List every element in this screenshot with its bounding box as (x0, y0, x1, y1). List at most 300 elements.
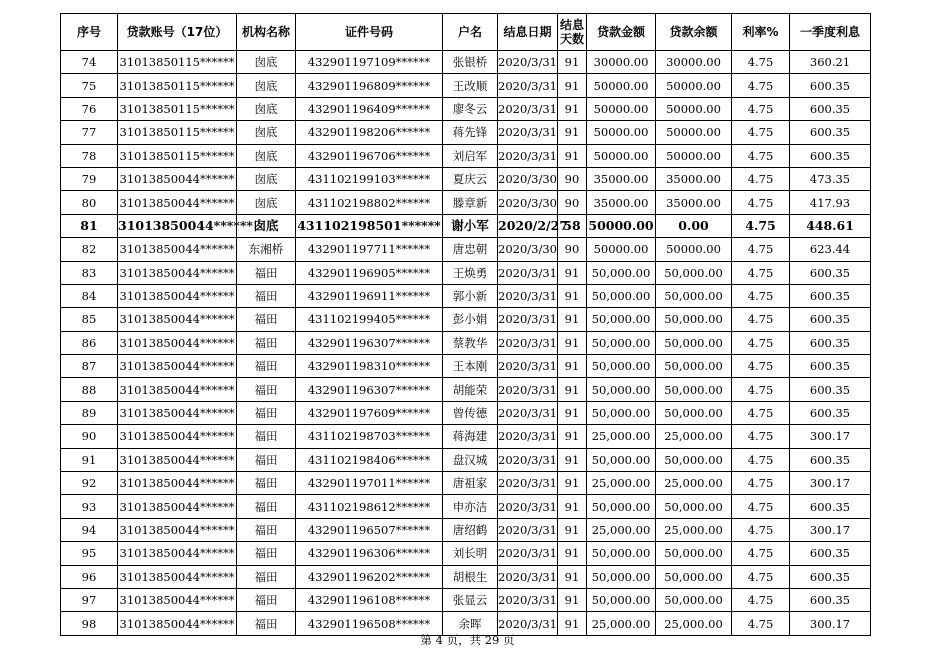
cell-account: 31013850044****** (118, 495, 237, 518)
cell-q1-interest: 300.17 (790, 472, 871, 495)
cell-settle-date: 2020/3/30 (498, 167, 558, 190)
cell-settle-date: 2020/2/27 (498, 214, 558, 237)
cell-rate: 4.75 (732, 378, 790, 401)
cell-rate: 4.75 (732, 121, 790, 144)
cell-settle-date: 2020/3/31 (498, 331, 558, 354)
cell-name: 滕章新 (443, 191, 498, 214)
cell-loan-amount: 35000.00 (587, 167, 656, 190)
table-row (61, 355, 871, 378)
cell-rate: 4.75 (732, 425, 790, 448)
cell-loan-amount: 25,000.00 (587, 425, 656, 448)
cell-rate: 4.75 (732, 74, 790, 97)
cell-settle-date: 2020/3/30 (498, 191, 558, 214)
cell-loan-amount: 50,000.00 (587, 542, 656, 565)
cell-index: 91 (61, 448, 118, 471)
table-row (61, 542, 871, 565)
table-row (61, 144, 871, 167)
cell-settle-date: 2020/3/31 (498, 401, 558, 424)
cell-name: 王改顺 (443, 74, 498, 97)
cell-name: 彭小娟 (443, 308, 498, 331)
cell-index: 85 (61, 308, 118, 331)
cell-loan-amount: 50000.00 (587, 97, 656, 120)
cell-q1-interest: 417.93 (790, 191, 871, 214)
cell-q1-interest: 600.35 (790, 495, 871, 518)
cell-loan-amount: 50,000.00 (587, 308, 656, 331)
col-header-loan-amount: 贷款金额 (587, 14, 656, 51)
cell-q1-interest: 360.21 (790, 51, 871, 74)
cell-rate: 4.75 (732, 565, 790, 588)
cell-account: 31013850044****** (118, 331, 237, 354)
cell-branch: 福田 (237, 308, 296, 331)
cell-q1-interest: 600.35 (790, 448, 871, 471)
cell-name: 胡能荣 (443, 378, 498, 401)
col-header-account: 贷款账号（17位） (118, 14, 237, 51)
cell-loan-amount: 35000.00 (587, 191, 656, 214)
cell-rate: 4.75 (732, 51, 790, 74)
cell-loan-amount: 50000.00 (587, 238, 656, 261)
cell-index: 97 (61, 588, 118, 611)
cell-rate: 4.75 (732, 518, 790, 541)
cell-account: 31013850115****** (118, 144, 237, 167)
cell-account: 31013850115****** (118, 97, 237, 120)
cell-index: 96 (61, 565, 118, 588)
cell-account: 31013850044****** (118, 167, 237, 190)
col-header-rate: 利率% (732, 14, 790, 51)
cell-index: 81 (61, 214, 118, 237)
cell-days: 91 (558, 261, 587, 284)
cell-loan-balance: 50,000.00 (656, 378, 732, 401)
cell-rate: 4.75 (732, 331, 790, 354)
cell-index: 82 (61, 238, 118, 261)
col-header-name: 户名 (443, 14, 498, 51)
cell-name: 刘启军 (443, 144, 498, 167)
table-row (61, 378, 871, 401)
cell-rate: 4.75 (732, 542, 790, 565)
cell-q1-interest: 600.35 (790, 284, 871, 307)
cell-branch: 福田 (237, 612, 296, 635)
cell-branch: 福田 (237, 425, 296, 448)
cell-index: 77 (61, 121, 118, 144)
cell-account: 31013850044****** (118, 542, 237, 565)
cell-days: 90 (558, 167, 587, 190)
cell-loan-amount: 50,000.00 (587, 355, 656, 378)
cell-id-number: 432901197711****** (296, 238, 443, 261)
cell-rate: 4.75 (732, 588, 790, 611)
cell-id-number: 432901196508****** (296, 612, 443, 635)
cell-index: 95 (61, 542, 118, 565)
cell-id-number: 432901196507****** (296, 518, 443, 541)
cell-id-number: 431102199103****** (296, 167, 443, 190)
cell-rate: 4.75 (732, 472, 790, 495)
cell-name: 郭小新 (443, 284, 498, 307)
cell-index: 74 (61, 51, 118, 74)
cell-loan-amount: 50000.00 (587, 214, 656, 237)
cell-account: 31013850044****** (118, 472, 237, 495)
table-row (61, 167, 871, 190)
cell-days: 91 (558, 97, 587, 120)
cell-q1-interest: 600.35 (790, 401, 871, 424)
cell-loan-amount: 50,000.00 (587, 331, 656, 354)
table-row (61, 495, 871, 518)
cell-loan-amount: 50,000.00 (587, 588, 656, 611)
cell-q1-interest: 600.35 (790, 331, 871, 354)
table-row (61, 261, 871, 284)
cell-account: 31013850044****** (118, 565, 237, 588)
table-row (61, 191, 871, 214)
cell-account: 31013850044****** (118, 378, 237, 401)
cell-loan-balance: 25,000.00 (656, 425, 732, 448)
cell-loan-balance: 50,000.00 (656, 355, 732, 378)
cell-q1-interest: 600.35 (790, 378, 871, 401)
cell-rate: 4.75 (732, 167, 790, 190)
cell-q1-interest: 473.35 (790, 167, 871, 190)
cell-settle-date: 2020/3/31 (498, 97, 558, 120)
cell-loan-amount: 50,000.00 (587, 378, 656, 401)
cell-branch: 福田 (237, 448, 296, 471)
cell-settle-date: 2020/3/31 (498, 448, 558, 471)
cell-loan-balance: 30000.00 (656, 51, 732, 74)
cell-name: 刘长明 (443, 542, 498, 565)
cell-loan-amount: 30000.00 (587, 51, 656, 74)
cell-account: 31013850044****** (118, 588, 237, 611)
cell-q1-interest: 600.35 (790, 121, 871, 144)
cell-days: 90 (558, 238, 587, 261)
cell-rate: 4.75 (732, 401, 790, 424)
table-row (61, 565, 871, 588)
cell-branch: 囱底 (237, 74, 296, 97)
cell-loan-balance: 50000.00 (656, 121, 732, 144)
cell-loan-amount: 50000.00 (587, 121, 656, 144)
cell-loan-amount: 50,000.00 (587, 565, 656, 588)
cell-loan-amount: 50,000.00 (587, 401, 656, 424)
cell-settle-date: 2020/3/31 (498, 518, 558, 541)
cell-loan-amount: 50,000.00 (587, 495, 656, 518)
table-row (61, 425, 871, 448)
cell-loan-balance: 50,000.00 (656, 565, 732, 588)
cell-account: 31013850115****** (118, 74, 237, 97)
cell-name: 蔡教华 (443, 331, 498, 354)
cell-loan-balance: 50,000.00 (656, 542, 732, 565)
cell-index: 89 (61, 401, 118, 424)
cell-rate: 4.75 (732, 238, 790, 261)
cell-settle-date: 2020/3/31 (498, 542, 558, 565)
cell-branch: 福田 (237, 284, 296, 307)
cell-q1-interest: 600.35 (790, 565, 871, 588)
cell-account: 31013850044****** (118, 214, 237, 237)
cell-loan-balance: 50,000.00 (656, 495, 732, 518)
cell-id-number: 432901196809****** (296, 74, 443, 97)
cell-settle-date: 2020/3/31 (498, 378, 558, 401)
cell-branch: 东湘桥 (237, 238, 296, 261)
table-row (61, 472, 871, 495)
cell-days: 91 (558, 472, 587, 495)
cell-loan-amount: 50,000.00 (587, 261, 656, 284)
cell-branch: 福田 (237, 261, 296, 284)
cell-name: 唐绍鹤 (443, 518, 498, 541)
cell-settle-date: 2020/3/31 (498, 355, 558, 378)
col-header-settle-date: 结息日期 (498, 14, 558, 51)
cell-q1-interest: 300.17 (790, 425, 871, 448)
cell-name: 蒋海建 (443, 425, 498, 448)
cell-loan-balance: 0.00 (656, 214, 732, 237)
table-row (61, 97, 871, 120)
cell-days: 91 (558, 425, 587, 448)
cell-settle-date: 2020/3/31 (498, 121, 558, 144)
cell-name: 唐忠朝 (443, 238, 498, 261)
cell-branch: 福田 (237, 401, 296, 424)
cell-loan-balance: 50,000.00 (656, 448, 732, 471)
cell-q1-interest: 600.35 (790, 588, 871, 611)
cell-id-number: 432901196108****** (296, 588, 443, 611)
table-row (61, 401, 871, 424)
cell-account: 31013850044****** (118, 518, 237, 541)
cell-days: 90 (558, 191, 587, 214)
cell-loan-balance: 50000.00 (656, 97, 732, 120)
cell-index: 86 (61, 331, 118, 354)
cell-q1-interest: 600.35 (790, 308, 871, 331)
cell-branch: 福田 (237, 355, 296, 378)
cell-days: 91 (558, 331, 587, 354)
cell-index: 79 (61, 167, 118, 190)
cell-branch: 福田 (237, 331, 296, 354)
cell-q1-interest: 600.35 (790, 97, 871, 120)
cell-branch: 囱底 (237, 214, 296, 237)
cell-days: 91 (558, 588, 587, 611)
cell-index: 88 (61, 378, 118, 401)
cell-branch: 福田 (237, 518, 296, 541)
cell-id-number: 432901196911****** (296, 284, 443, 307)
cell-index: 76 (61, 97, 118, 120)
cell-loan-amount: 25,000.00 (587, 612, 656, 635)
cell-account: 31013850115****** (118, 121, 237, 144)
cell-id-number: 432901196306****** (296, 542, 443, 565)
cell-settle-date: 2020/3/31 (498, 284, 558, 307)
cell-branch: 囱底 (237, 167, 296, 190)
cell-id-number: 431102198802****** (296, 191, 443, 214)
cell-rate: 4.75 (732, 261, 790, 284)
cell-name: 张显云 (443, 588, 498, 611)
cell-id-number: 432901196905****** (296, 261, 443, 284)
cell-rate: 4.75 (732, 308, 790, 331)
cell-loan-balance: 50,000.00 (656, 331, 732, 354)
cell-account: 31013850044****** (118, 612, 237, 635)
col-header-id-number: 证件号码 (296, 14, 443, 51)
cell-days: 91 (558, 378, 587, 401)
cell-index: 98 (61, 612, 118, 635)
cell-loan-amount: 50,000.00 (587, 448, 656, 471)
cell-account: 31013850044****** (118, 261, 237, 284)
cell-q1-interest: 600.35 (790, 144, 871, 167)
cell-branch: 囱底 (237, 97, 296, 120)
cell-account: 31013850044****** (118, 238, 237, 261)
cell-days: 91 (558, 284, 587, 307)
cell-name: 廖冬云 (443, 97, 498, 120)
cell-branch: 福田 (237, 542, 296, 565)
cell-settle-date: 2020/3/31 (498, 425, 558, 448)
page-footer: 第 4 页，共 29 页 (420, 633, 515, 647)
cell-id-number: 432901196307****** (296, 378, 443, 401)
table-row (61, 74, 871, 97)
cell-q1-interest: 623.44 (790, 238, 871, 261)
cell-days: 91 (558, 612, 587, 635)
cell-loan-amount: 25,000.00 (587, 518, 656, 541)
cell-name: 夏庆云 (443, 167, 498, 190)
cell-rate: 4.75 (732, 612, 790, 635)
cell-name: 盘汉城 (443, 448, 498, 471)
cell-id-number: 432901196202****** (296, 565, 443, 588)
cell-branch: 福田 (237, 565, 296, 588)
cell-name: 张银桥 (443, 51, 498, 74)
cell-days: 91 (558, 355, 587, 378)
cell-name: 申亦洁 (443, 495, 498, 518)
table-row (61, 51, 871, 74)
cell-days: 91 (558, 448, 587, 471)
col-header-loan-balance: 贷款余额 (656, 14, 732, 51)
col-header-index: 序号 (61, 14, 118, 51)
cell-loan-balance: 50000.00 (656, 144, 732, 167)
cell-account: 31013850044****** (118, 284, 237, 307)
cell-id-number: 431102198406****** (296, 448, 443, 471)
cell-index: 87 (61, 355, 118, 378)
cell-days: 91 (558, 121, 587, 144)
cell-days: 91 (558, 144, 587, 167)
cell-q1-interest: 448.61 (790, 214, 871, 237)
table-row (61, 588, 871, 611)
cell-settle-date: 2020/3/31 (498, 74, 558, 97)
table-row (61, 121, 871, 144)
cell-days: 91 (558, 495, 587, 518)
cell-id-number: 431102198612****** (296, 495, 443, 518)
cell-rate: 4.75 (732, 284, 790, 307)
cell-settle-date: 2020/3/31 (498, 144, 558, 167)
cell-settle-date: 2020/3/31 (498, 51, 558, 74)
cell-rate: 4.75 (732, 214, 790, 237)
cell-days: 91 (558, 542, 587, 565)
cell-name: 蒋先锋 (443, 121, 498, 144)
cell-branch: 囱底 (237, 121, 296, 144)
cell-loan-balance: 50,000.00 (656, 284, 732, 307)
cell-rate: 4.75 (732, 191, 790, 214)
cell-loan-balance: 25,000.00 (656, 472, 732, 495)
cell-account: 31013850044****** (118, 425, 237, 448)
cell-id-number: 432901196409****** (296, 97, 443, 120)
cell-days: 91 (558, 308, 587, 331)
cell-q1-interest: 600.35 (790, 542, 871, 565)
cell-q1-interest: 600.35 (790, 261, 871, 284)
cell-settle-date: 2020/3/31 (498, 588, 558, 611)
cell-rate: 4.75 (732, 97, 790, 120)
cell-name: 胡根生 (443, 565, 498, 588)
cell-loan-amount: 50000.00 (587, 74, 656, 97)
cell-name: 唐祖家 (443, 472, 498, 495)
cell-branch: 福田 (237, 378, 296, 401)
cell-loan-amount: 25,000.00 (587, 472, 656, 495)
table-row (61, 284, 871, 307)
cell-loan-balance: 50000.00 (656, 74, 732, 97)
cell-q1-interest: 300.17 (790, 518, 871, 541)
cell-q1-interest: 300.17 (790, 612, 871, 635)
cell-loan-balance: 50000.00 (656, 238, 732, 261)
cell-rate: 4.75 (732, 495, 790, 518)
cell-settle-date: 2020/3/31 (498, 472, 558, 495)
cell-index: 94 (61, 518, 118, 541)
cell-id-number: 432901197011****** (296, 472, 443, 495)
table-row (61, 308, 871, 331)
col-header-branch: 机构名称 (237, 14, 296, 51)
cell-name: 余晖 (443, 612, 498, 635)
cell-loan-balance: 35000.00 (656, 167, 732, 190)
cell-branch: 囱底 (237, 51, 296, 74)
cell-index: 80 (61, 191, 118, 214)
cell-account: 31013850115****** (118, 51, 237, 74)
cell-days: 58 (558, 214, 587, 237)
cell-account: 31013850044****** (118, 191, 237, 214)
cell-name: 曾传德 (443, 401, 498, 424)
cell-index: 78 (61, 144, 118, 167)
cell-id-number: 432901196307****** (296, 331, 443, 354)
loan-interest-table (60, 13, 871, 636)
cell-loan-balance: 50,000.00 (656, 401, 732, 424)
cell-account: 31013850044****** (118, 401, 237, 424)
cell-id-number: 431102198501****** (296, 214, 443, 237)
cell-index: 83 (61, 261, 118, 284)
table-row (61, 331, 871, 354)
cell-branch: 福田 (237, 588, 296, 611)
table-row (61, 214, 871, 237)
cell-loan-balance: 35000.00 (656, 191, 732, 214)
col-header-days: 结息天数 (558, 14, 587, 51)
cell-name: 王焕勇 (443, 261, 498, 284)
cell-id-number: 431102198703****** (296, 425, 443, 448)
cell-loan-amount: 50,000.00 (587, 284, 656, 307)
table-row (61, 238, 871, 261)
cell-id-number: 432901196706****** (296, 144, 443, 167)
col-header-q1-interest: 一季度利息 (790, 14, 871, 51)
cell-settle-date: 2020/3/31 (498, 261, 558, 284)
cell-settle-date: 2020/3/31 (498, 495, 558, 518)
header-row (61, 14, 871, 51)
cell-branch: 福田 (237, 495, 296, 518)
cell-loan-balance: 50,000.00 (656, 261, 732, 284)
cell-name: 谢小军 (443, 214, 498, 237)
cell-rate: 4.75 (732, 144, 790, 167)
cell-account: 31013850044****** (118, 355, 237, 378)
cell-loan-balance: 50,000.00 (656, 308, 732, 331)
cell-settle-date: 2020/3/31 (498, 565, 558, 588)
table-row (61, 518, 871, 541)
cell-settle-date: 2020/3/30 (498, 238, 558, 261)
cell-settle-date: 2020/3/31 (498, 308, 558, 331)
cell-name: 王本刚 (443, 355, 498, 378)
cell-loan-amount: 50000.00 (587, 144, 656, 167)
cell-id-number: 432901197109****** (296, 51, 443, 74)
cell-branch: 囱底 (237, 191, 296, 214)
cell-account: 31013850044****** (118, 448, 237, 471)
cell-rate: 4.75 (732, 355, 790, 378)
cell-id-number: 432901198206****** (296, 121, 443, 144)
cell-days: 91 (558, 74, 587, 97)
cell-index: 93 (61, 495, 118, 518)
cell-id-number: 431102199405****** (296, 308, 443, 331)
cell-rate: 4.75 (732, 448, 790, 471)
cell-q1-interest: 600.35 (790, 74, 871, 97)
cell-days: 91 (558, 401, 587, 424)
cell-days: 91 (558, 565, 587, 588)
cell-settle-date: 2020/3/31 (498, 612, 558, 635)
cell-id-number: 432901198310****** (296, 355, 443, 378)
cell-days: 91 (558, 518, 587, 541)
cell-loan-balance: 25,000.00 (656, 612, 732, 635)
